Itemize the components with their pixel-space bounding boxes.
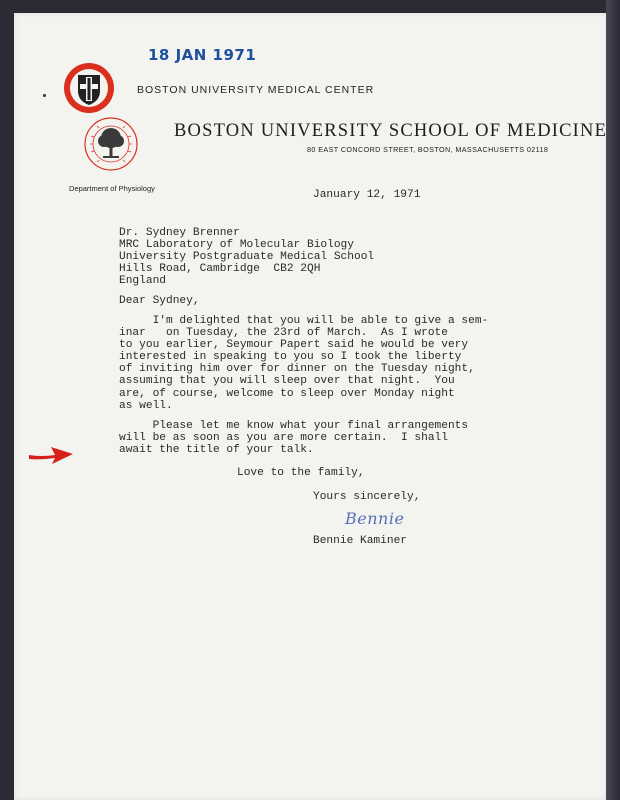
body-paragraph-1: I'm delighted that you will be able to give a sem- inar on Tuesday, the 23rd of March. As I wrote to you earlier, Seymour Papert said he would be very interested in speaking to you so I took the liberty of inviting him over for dinner on the Tuesday night, assuming that you will sleep over that night. You are, of course, welcome to sleep over Monday night as well. [119,315,489,412]
school-address: 80 EAST CONCORD STREET, BOSTON, MASSACHUSETTS 02118 [307,145,549,154]
page-edge [606,0,620,800]
red-arrow-icon [27,441,75,467]
medical-center-name: BOSTON UNIVERSITY MEDICAL CENTER [137,84,375,96]
signer-name: Bennie Kaminer [313,535,407,547]
handwritten-signature: Bennie [345,509,405,528]
recipient-address: Dr. Sydney Brenner MRC Laboratory of Molecular Biology University Postgraduate Medical School Hills Road, Cambridge CB2 2QH England [119,227,375,288]
university-shield-emblem-icon [63,62,115,114]
stray-mark [43,94,46,97]
closing: Yours sincerely, [313,491,421,503]
received-date-stamp: 18 JAN 1971 [148,46,257,64]
medical-center-tree-seal-icon [83,116,139,172]
salutation: Dear Sydney, [119,295,200,307]
department-name: Department of Physiology [69,184,155,193]
letter-date: January 12, 1971 [313,189,421,201]
school-name: BOSTON UNIVERSITY SCHOOL OF MEDICINE [174,121,608,141]
body-paragraph-2: Please let me know what your final arrangements will be as soon as you are more certain. I shall await the title of your talk. [119,420,469,457]
love-line: Love to the family, [237,467,365,479]
